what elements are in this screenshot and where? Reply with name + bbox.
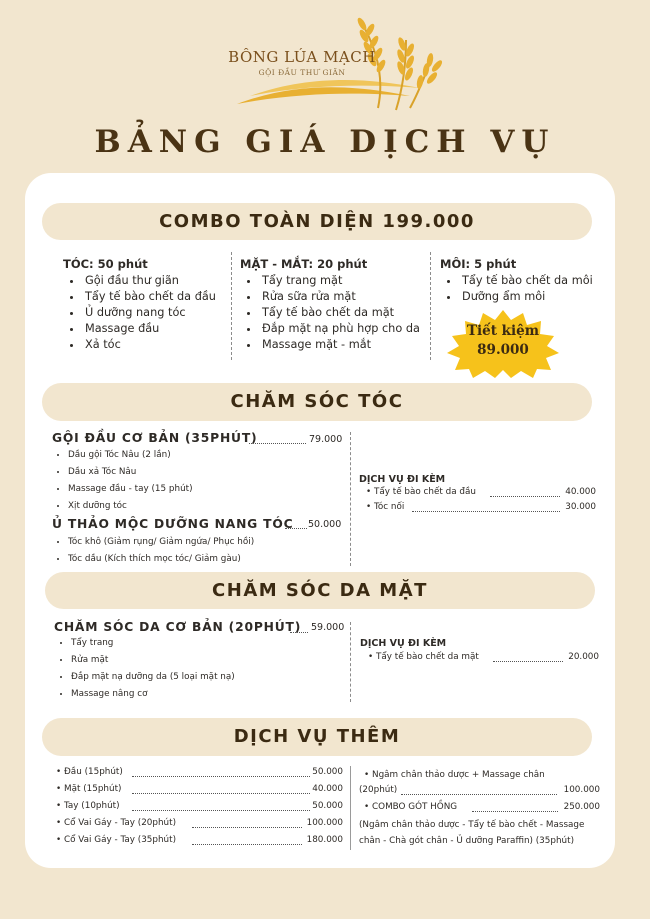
combo-lip-column — [440, 256, 600, 305]
savings-badge-label: Tiết kiệm — [466, 323, 540, 339]
list-item: • Đắp mặt nạ dưỡng da (5 loại mặt nạ) — [71, 669, 347, 686]
list-item: • Xịt dưỡng tóc — [68, 498, 344, 515]
combo-heel-label: • COMBO GÓT HỒNG — [364, 802, 458, 812]
combo-heel-price: 250.000 — [563, 802, 600, 812]
extra-price: 40.000 — [565, 487, 596, 497]
hair-basic-price: 79.000 — [309, 434, 343, 445]
list-item — [56, 767, 343, 781]
leader-dots — [412, 511, 560, 512]
list-item: • Tẩy trang mặt — [260, 273, 430, 289]
addon-price: 50.000 — [312, 767, 343, 777]
page-title: BẢNG GIÁ DỊCH VỤ — [94, 124, 556, 160]
addon-label: • Cổ Vai Gáy - Tay (20phút) — [56, 818, 177, 828]
face-basic-list — [57, 635, 347, 703]
combo-face-header: MẶT - MẮT: 20 phút — [240, 257, 368, 271]
face-extras-heading: DỊCH VỤ ĐI KÈM — [360, 638, 447, 649]
column-divider — [350, 432, 351, 566]
extra-label: • Tóc nối — [366, 502, 405, 512]
list-item — [359, 785, 600, 799]
addon-label: • Đầu (15phút) — [56, 767, 123, 777]
brand-logo — [0, 0, 650, 120]
extra-label: • Tẩy tế bào chết da đầu — [366, 487, 476, 497]
list-item: • Rửa sữa rửa mặt — [260, 289, 430, 305]
leader-dots — [132, 793, 310, 794]
addon-label: • Tay (10phút) — [56, 801, 120, 811]
list-item: • Tẩy tế bào chết da đầu — [83, 289, 233, 305]
list-item: • Massage mặt - mắt — [260, 337, 430, 353]
leader-dots — [192, 844, 302, 845]
addon-label: • Cổ Vai Gáy - Tay (35phút) — [56, 835, 177, 845]
list-item — [56, 801, 343, 815]
column-divider — [430, 252, 431, 360]
list-item: • Xả tóc — [83, 337, 233, 353]
leader-dots — [132, 776, 310, 777]
addon-price: 180.000 — [306, 835, 343, 845]
list-item: • Ủ dưỡng nang tóc — [83, 305, 233, 321]
column-divider — [350, 622, 351, 702]
addon-price: 100.000 — [306, 818, 343, 828]
addon-price: 50.000 — [312, 801, 343, 811]
leader-dots — [285, 528, 307, 529]
list-item: • Gội đầu thư giãn — [83, 273, 233, 289]
brand-name: BÔNG LÚA MẠCH — [228, 48, 376, 66]
list-item: • Tẩy tế bào chết da môi — [460, 273, 600, 289]
list-item: • Tẩy tế bào chết da mặt — [260, 305, 430, 321]
list-item: • Dưỡng ẩm môi — [460, 289, 600, 305]
savings-badge-amount: 89.000 — [477, 342, 529, 358]
combo-lip-header: MÔI: 5 phút — [440, 257, 517, 271]
list-item: • Tóc khô (Giảm rụng/ Giảm ngứa/ Phục hồi) — [68, 534, 344, 551]
list-item: • Dầu gội Tóc Nâu (2 lần) — [68, 447, 344, 464]
hair-herbal-title: Ủ THẢO MỘC DƯỠNG NANG TÓC — [52, 517, 294, 531]
list-item: • Massage nâng cơ — [71, 686, 347, 703]
addon-price: 40.000 — [312, 784, 343, 794]
leader-dots — [192, 827, 302, 828]
leader-dots — [132, 810, 310, 811]
list-item — [56, 784, 343, 798]
list-item: • Rửa mặt — [71, 652, 347, 669]
extra-label: • Tẩy tế bào chết da mặt — [368, 652, 479, 662]
leader-dots — [490, 496, 560, 497]
combo-heading: COMBO TOÀN DIỆN 199.000 — [42, 203, 592, 240]
list-item — [366, 487, 596, 501]
combo-hair-column — [63, 256, 233, 353]
savings-badge — [458, 322, 548, 360]
list-item: • Massage đầu - tay (15 phút) — [68, 481, 344, 498]
leader-dots — [249, 443, 306, 444]
foot-massage-label: Ngâm chân thảo dược + Massage chân — [372, 770, 545, 780]
combo-heel-description: (Ngâm chân thảo dược - Tẩy tế bào chết - Massage chân - Chà gót chân - Ủ dưỡng Paraffin) (35phút) — [359, 820, 585, 846]
combo-hair-header: TÓC: 50 phút — [63, 257, 148, 271]
leader-dots — [472, 811, 558, 812]
addon-heading: DỊCH VỤ THÊM — [42, 718, 592, 756]
list-item: • Tóc dầu (Kích thích mọc tóc/ Giảm gàu) — [68, 551, 344, 568]
leader-dots — [493, 661, 563, 662]
list-item: • Dầu xả Tóc Nâu — [68, 464, 344, 481]
list-item — [56, 818, 343, 832]
hair-herbal-price: 50.000 — [308, 519, 342, 530]
combo-face-column — [240, 256, 430, 353]
column-divider — [350, 766, 351, 850]
addon-label: • Mặt (15phút) — [56, 784, 122, 794]
hair-basic-list — [54, 447, 344, 515]
column-divider — [231, 252, 232, 360]
brand-subtitle: GỘI ĐẦU THƯ GIÃN — [258, 68, 346, 77]
hair-herbal-list — [54, 534, 344, 568]
list-item — [56, 835, 343, 849]
list-item: • Massage đầu — [83, 321, 233, 337]
foot-massage-price: 100.000 — [563, 785, 600, 795]
list-item: • Đắp mặt nạ phù hợp cho da — [260, 321, 430, 337]
hair-extras-heading: DỊCH VỤ ĐI KÈM — [359, 474, 446, 485]
list-item — [368, 652, 599, 666]
foot-massage-line1: • Ngâm chân thảo dược + Massage chân — [364, 770, 545, 780]
face-care-heading: CHĂM SÓC DA MẶT — [45, 572, 595, 609]
hair-basic-title: GỘI ĐẦU CƠ BẢN (35PHÚT) — [52, 431, 258, 445]
leader-dots — [401, 794, 557, 795]
foot-massage-duration: (20phút) — [359, 785, 398, 795]
extra-price: 20.000 — [568, 652, 599, 662]
face-basic-title: CHĂM SÓC DA CƠ BẢN (20PHÚT) — [54, 620, 302, 634]
list-item — [364, 802, 600, 816]
list-item: • Tẩy trang — [71, 635, 347, 652]
leader-dots — [290, 632, 308, 633]
face-basic-price: 59.000 — [311, 622, 345, 633]
hair-care-heading: CHĂM SÓC TÓC — [42, 383, 592, 421]
list-item — [366, 502, 596, 516]
extra-price: 30.000 — [565, 502, 596, 512]
